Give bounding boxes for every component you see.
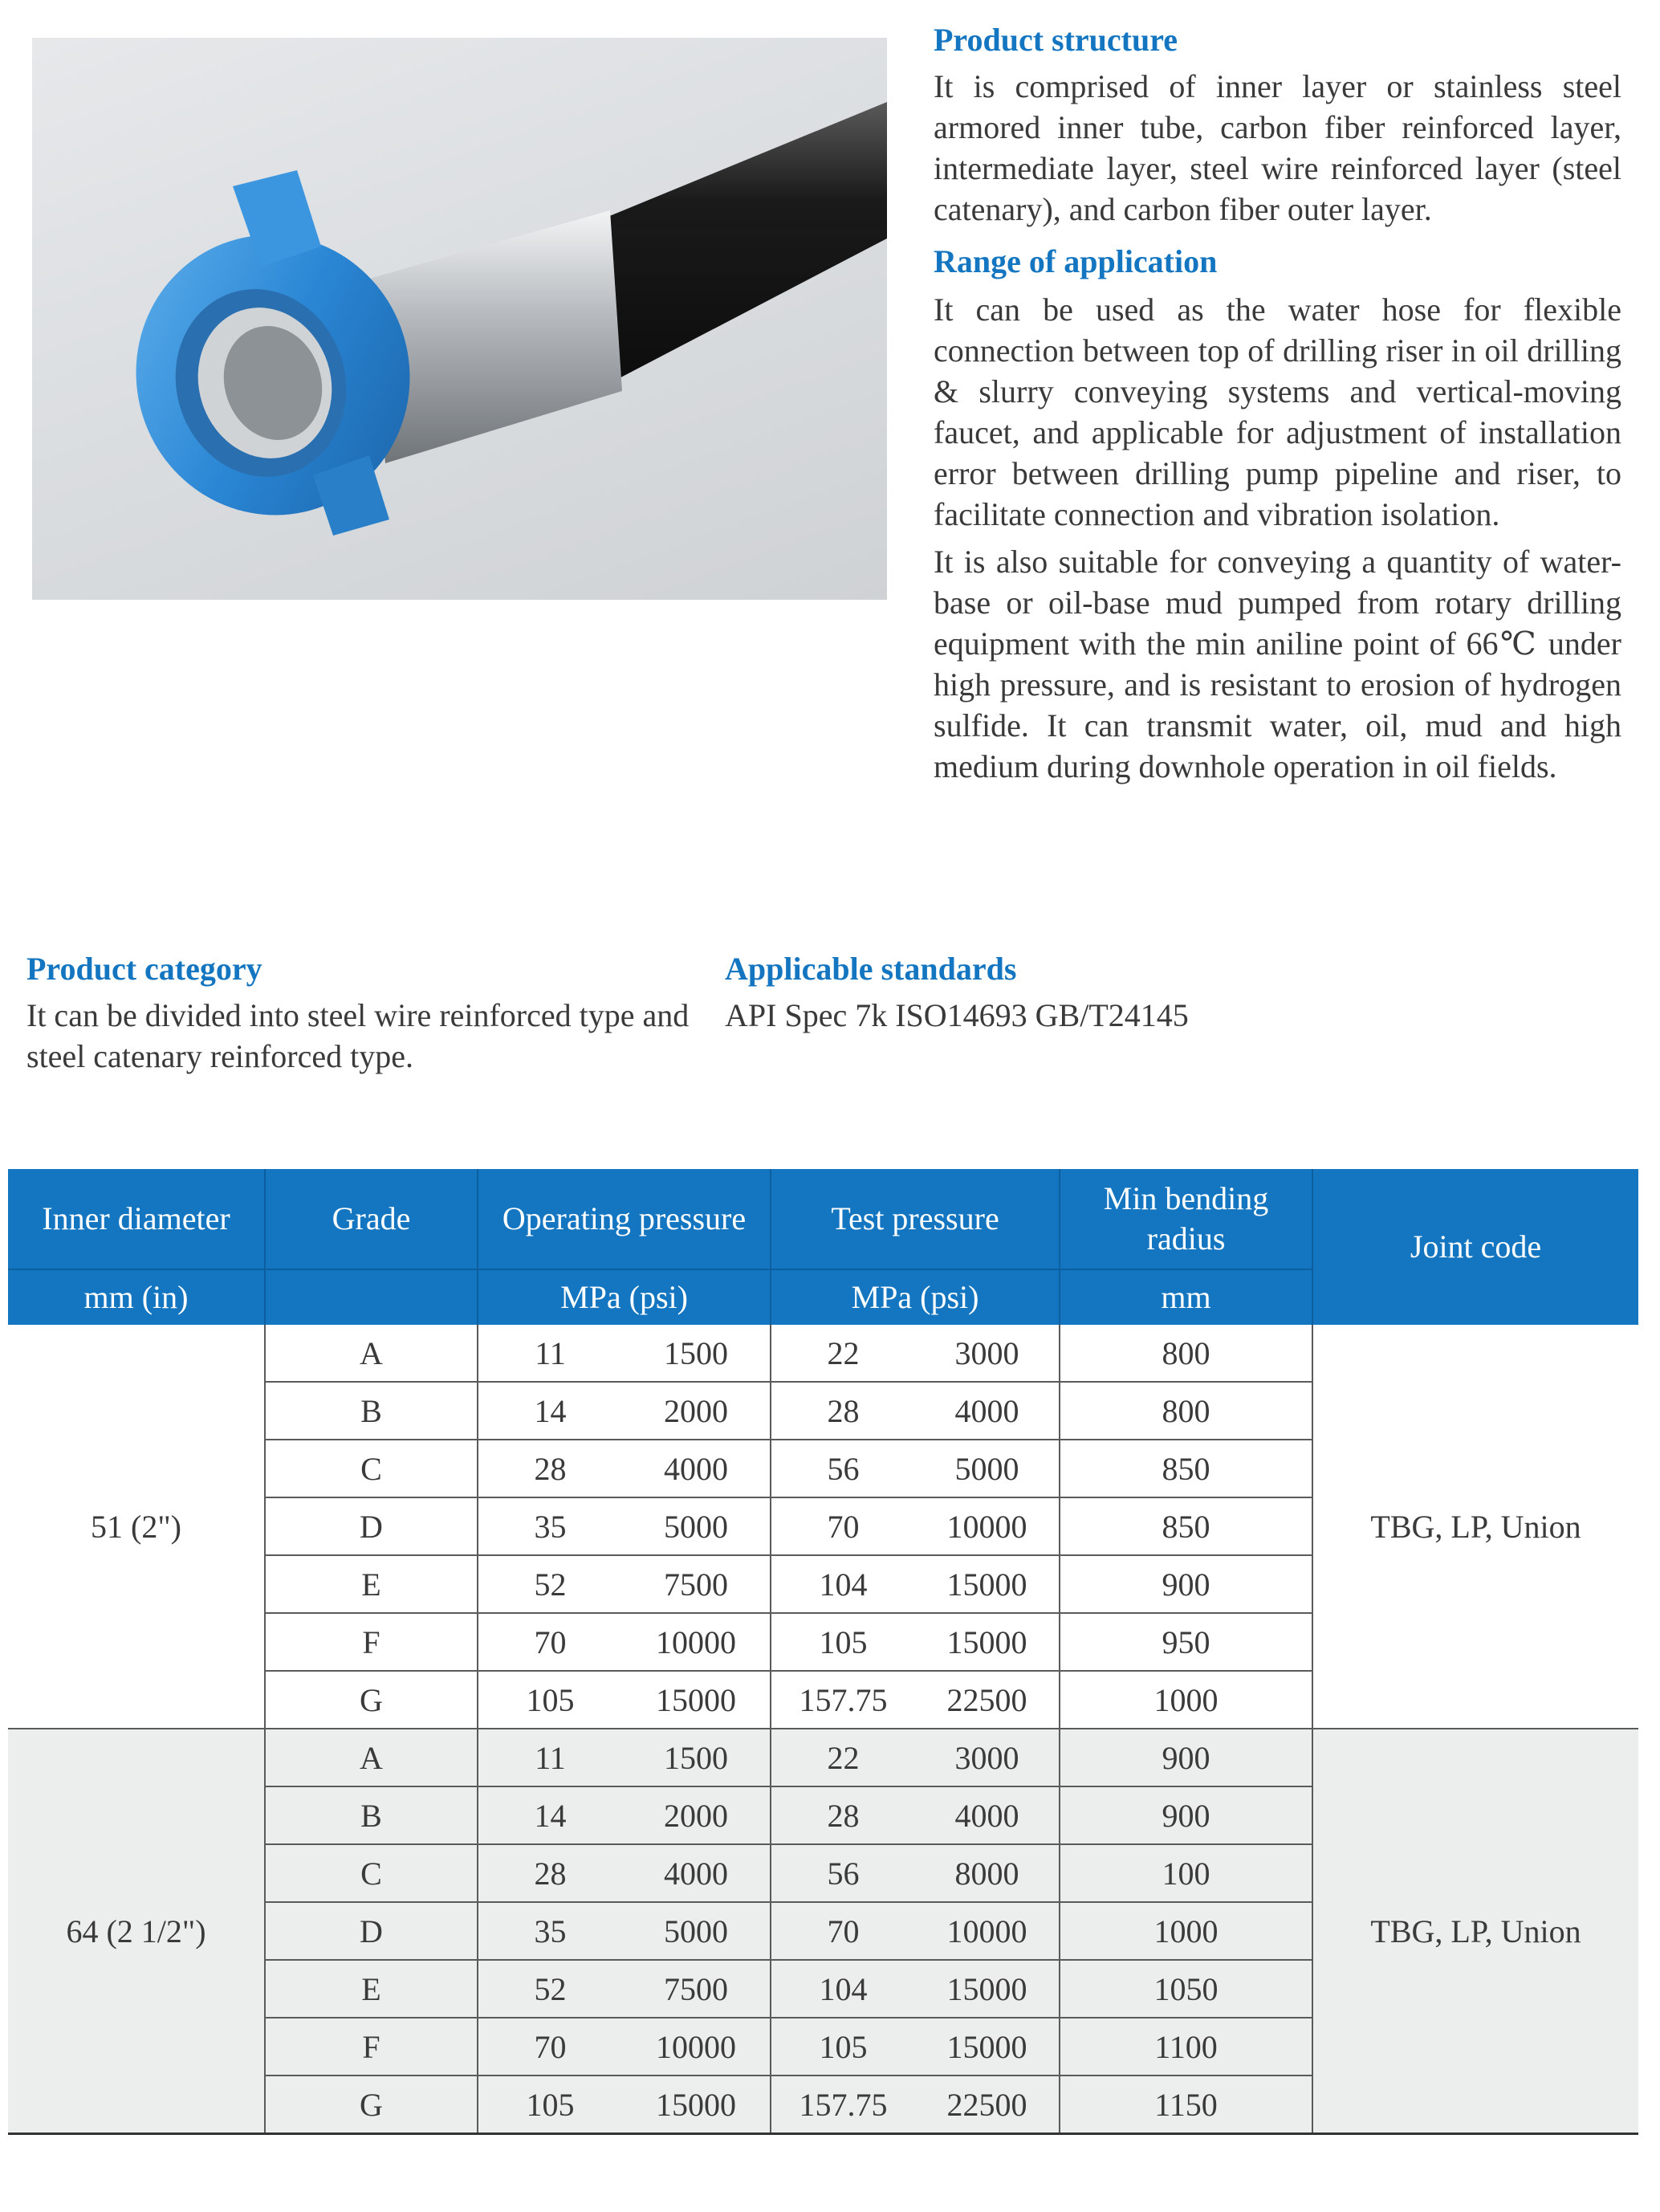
product-category-section — [26, 950, 701, 1077]
applicable-standards-heading: Applicable standards — [725, 951, 1017, 987]
grade-cell: D — [265, 1902, 478, 1960]
test-psi-cell: 22500 — [915, 1671, 1060, 1729]
operating-psi-cell: 15000 — [622, 1671, 771, 1729]
table-group-51mm — [8, 1325, 1638, 1729]
test-mpa-cell: 22 — [771, 1729, 915, 1786]
operating-psi-cell: 5000 — [622, 1902, 771, 1960]
joint-code-cell: TBG, LP, Union — [1312, 1325, 1638, 1729]
operating-mpa-cell: 35 — [478, 1497, 622, 1555]
operating-psi-cell: 5000 — [622, 1497, 771, 1555]
operating-pressure-header: Operating pressure — [478, 1169, 771, 1269]
operating-mpa-cell: 105 — [478, 2076, 622, 2134]
test-mpa-cell: 157.75 — [771, 2076, 915, 2134]
grade-header: Grade — [265, 1169, 478, 1269]
min-bending-radius-cell: 1000 — [1060, 1671, 1312, 1729]
test-mpa-cell: 70 — [771, 1902, 915, 1960]
operating-mpa-cell: 52 — [478, 1555, 622, 1613]
operating-mpa-cell: 35 — [478, 1902, 622, 1960]
test-psi-cell: 15000 — [915, 2018, 1060, 2076]
test-psi-cell: 4000 — [915, 1786, 1060, 1844]
grade-cell: E — [265, 1555, 478, 1613]
table-header-row — [8, 1169, 1638, 1269]
operating-psi-cell: 1500 — [622, 1729, 771, 1786]
min-bending-radius-cell: 850 — [1060, 1497, 1312, 1555]
test-psi-cell: 3000 — [915, 1729, 1060, 1786]
product-structure-text: It is comprised of inner layer or stainless steel armored inner tube, carbon fiber reinforced layer, intermediate layer, steel wire reinforced layer (steel catenary), and carbon fiber outer layer. — [934, 68, 1621, 227]
grade-cell: A — [265, 1729, 478, 1786]
test-psi-cell: 10000 — [915, 1902, 1060, 1960]
operating-psi-cell: 10000 — [622, 1613, 771, 1671]
min-bending-radius-label: Min bending radius — [1103, 1180, 1269, 1257]
test-mpa-cell: 56 — [771, 1844, 915, 1902]
min-bending-radius-cell: 100 — [1060, 1844, 1312, 1902]
test-mpa-cell: 22 — [771, 1325, 915, 1382]
test-mpa-cell: 104 — [771, 1960, 915, 2018]
min-bending-radius-cell: 900 — [1060, 1729, 1312, 1786]
operating-mpa-cell: 105 — [478, 1671, 622, 1729]
specification-table — [8, 1169, 1638, 2135]
grade-cell: C — [265, 1844, 478, 1902]
table-row — [8, 1325, 1638, 1382]
test-psi-cell: 15000 — [915, 1555, 1060, 1613]
grade-cell: D — [265, 1497, 478, 1555]
right-text-column — [934, 21, 1621, 787]
min-bending-radius-cell: 1150 — [1060, 2076, 1312, 2134]
inner-diameter-unit: mm (in) — [8, 1269, 265, 1325]
test-pressure-header: Test pressure — [771, 1169, 1060, 1269]
operating-mpa-cell: 70 — [478, 1613, 622, 1671]
min-bending-radius-cell: 1000 — [1060, 1902, 1312, 1960]
test-mpa-cell: 28 — [771, 1382, 915, 1440]
inner-diameter-header: Inner diameter — [8, 1169, 265, 1269]
range-of-application-heading: Range of application — [934, 243, 1218, 279]
test-psi-cell: 8000 — [915, 1844, 1060, 1902]
operating-mpa-cell: 28 — [478, 1440, 622, 1497]
min-bending-radius-cell: 850 — [1060, 1440, 1312, 1497]
product-structure-heading: Product structure — [934, 22, 1178, 58]
min-bending-radius-cell: 900 — [1060, 1786, 1312, 1844]
hose-product-image — [32, 38, 887, 600]
min-bending-radius-header — [1060, 1169, 1312, 1269]
operating-psi-cell: 2000 — [622, 1382, 771, 1440]
operating-mpa-cell: 11 — [478, 1325, 622, 1382]
grade-cell: B — [265, 1786, 478, 1844]
operating-mpa-cell: 14 — [478, 1382, 622, 1440]
grade-unit — [265, 1269, 478, 1325]
test-mpa-cell: 56 — [771, 1440, 915, 1497]
range-of-application-text-2: It is also suitable for conveying a quantity of water-base or oil-base mud pumped from rotary drilling equipment with the min aniline point of 66℃ under high pressure, and is resistant to erosion of hydrogen sulfide. It can transmit water, oil, mud and high medium during downhole operation in oil fields. — [934, 544, 1621, 784]
grade-cell: E — [265, 1960, 478, 2018]
inner-diameter-cell: 64 (2 1/2") — [8, 1729, 265, 2134]
joint-code-header: Joint code — [1312, 1169, 1638, 1325]
test-mpa-cell: 105 — [771, 2018, 915, 2076]
operating-psi-cell: 7500 — [622, 1960, 771, 2018]
operating-psi-cell: 10000 — [622, 2018, 771, 2076]
operating-psi-cell: 7500 — [622, 1555, 771, 1613]
test-psi-cell: 3000 — [915, 1325, 1060, 1382]
operating-mpa-cell: 28 — [478, 1844, 622, 1902]
grade-cell: G — [265, 1671, 478, 1729]
operating-mpa-cell: 11 — [478, 1729, 622, 1786]
operating-mpa-cell: 52 — [478, 1960, 622, 2018]
product-category-text: It can be divided into steel wire reinforced type and steel catenary reinforced type. — [26, 997, 690, 1074]
min-bending-radius-cell: 1050 — [1060, 1960, 1312, 2018]
table-row — [8, 1729, 1638, 1786]
grade-cell: C — [265, 1440, 478, 1497]
joint-code-cell: TBG, LP, Union — [1312, 1729, 1638, 2134]
min-bending-radius-cell: 1100 — [1060, 2018, 1312, 2076]
hose-illustration — [32, 38, 887, 600]
operating-psi-cell: 15000 — [622, 2076, 771, 2134]
test-mpa-cell: 104 — [771, 1555, 915, 1613]
min-bending-radius-cell: 950 — [1060, 1613, 1312, 1671]
grade-cell: F — [265, 1613, 478, 1671]
min-bending-radius-cell: 800 — [1060, 1325, 1312, 1382]
test-psi-cell: 4000 — [915, 1382, 1060, 1440]
test-mpa-cell: 157.75 — [771, 1671, 915, 1729]
test-psi-cell: 15000 — [915, 1960, 1060, 2018]
test-pressure-unit: MPa (psi) — [771, 1269, 1060, 1325]
test-psi-cell: 10000 — [915, 1497, 1060, 1555]
operating-psi-cell: 2000 — [622, 1786, 771, 1844]
operating-psi-cell: 4000 — [622, 1844, 771, 1902]
operating-psi-cell: 1500 — [622, 1325, 771, 1382]
min-bending-radius-cell: 900 — [1060, 1555, 1312, 1613]
test-mpa-cell: 70 — [771, 1497, 915, 1555]
operating-pressure-unit: MPa (psi) — [478, 1269, 771, 1325]
table-group-64mm — [8, 1729, 1638, 2134]
grade-cell: A — [265, 1325, 478, 1382]
min-bending-radius-unit: mm — [1060, 1269, 1312, 1325]
grade-cell: G — [265, 2076, 478, 2134]
product-category-heading: Product category — [26, 951, 262, 987]
inner-diameter-cell: 51 (2") — [8, 1325, 265, 1729]
applicable-standards-section — [725, 950, 1287, 1036]
operating-mpa-cell: 70 — [478, 2018, 622, 2076]
test-mpa-cell: 105 — [771, 1613, 915, 1671]
test-psi-cell: 15000 — [915, 1613, 1060, 1671]
grade-cell: F — [265, 2018, 478, 2076]
range-of-application-text-1: It can be used as the water hose for flexible connection between top of drilling riser in oil drilling & slurry conveying systems and vertical-moving faucet, and applicable for adjustment of installation error between drilling pump pipeline and riser, to facilitate connection and vibration isolation. — [934, 291, 1621, 532]
test-mpa-cell: 28 — [771, 1786, 915, 1844]
grade-cell: B — [265, 1382, 478, 1440]
operating-mpa-cell: 14 — [478, 1786, 622, 1844]
min-bending-radius-cell: 800 — [1060, 1382, 1312, 1440]
test-psi-cell: 5000 — [915, 1440, 1060, 1497]
test-psi-cell: 22500 — [915, 2076, 1060, 2134]
operating-psi-cell: 4000 — [622, 1440, 771, 1497]
applicable-standards-text: API Spec 7k ISO14693 GB/T24145 — [725, 997, 1189, 1033]
